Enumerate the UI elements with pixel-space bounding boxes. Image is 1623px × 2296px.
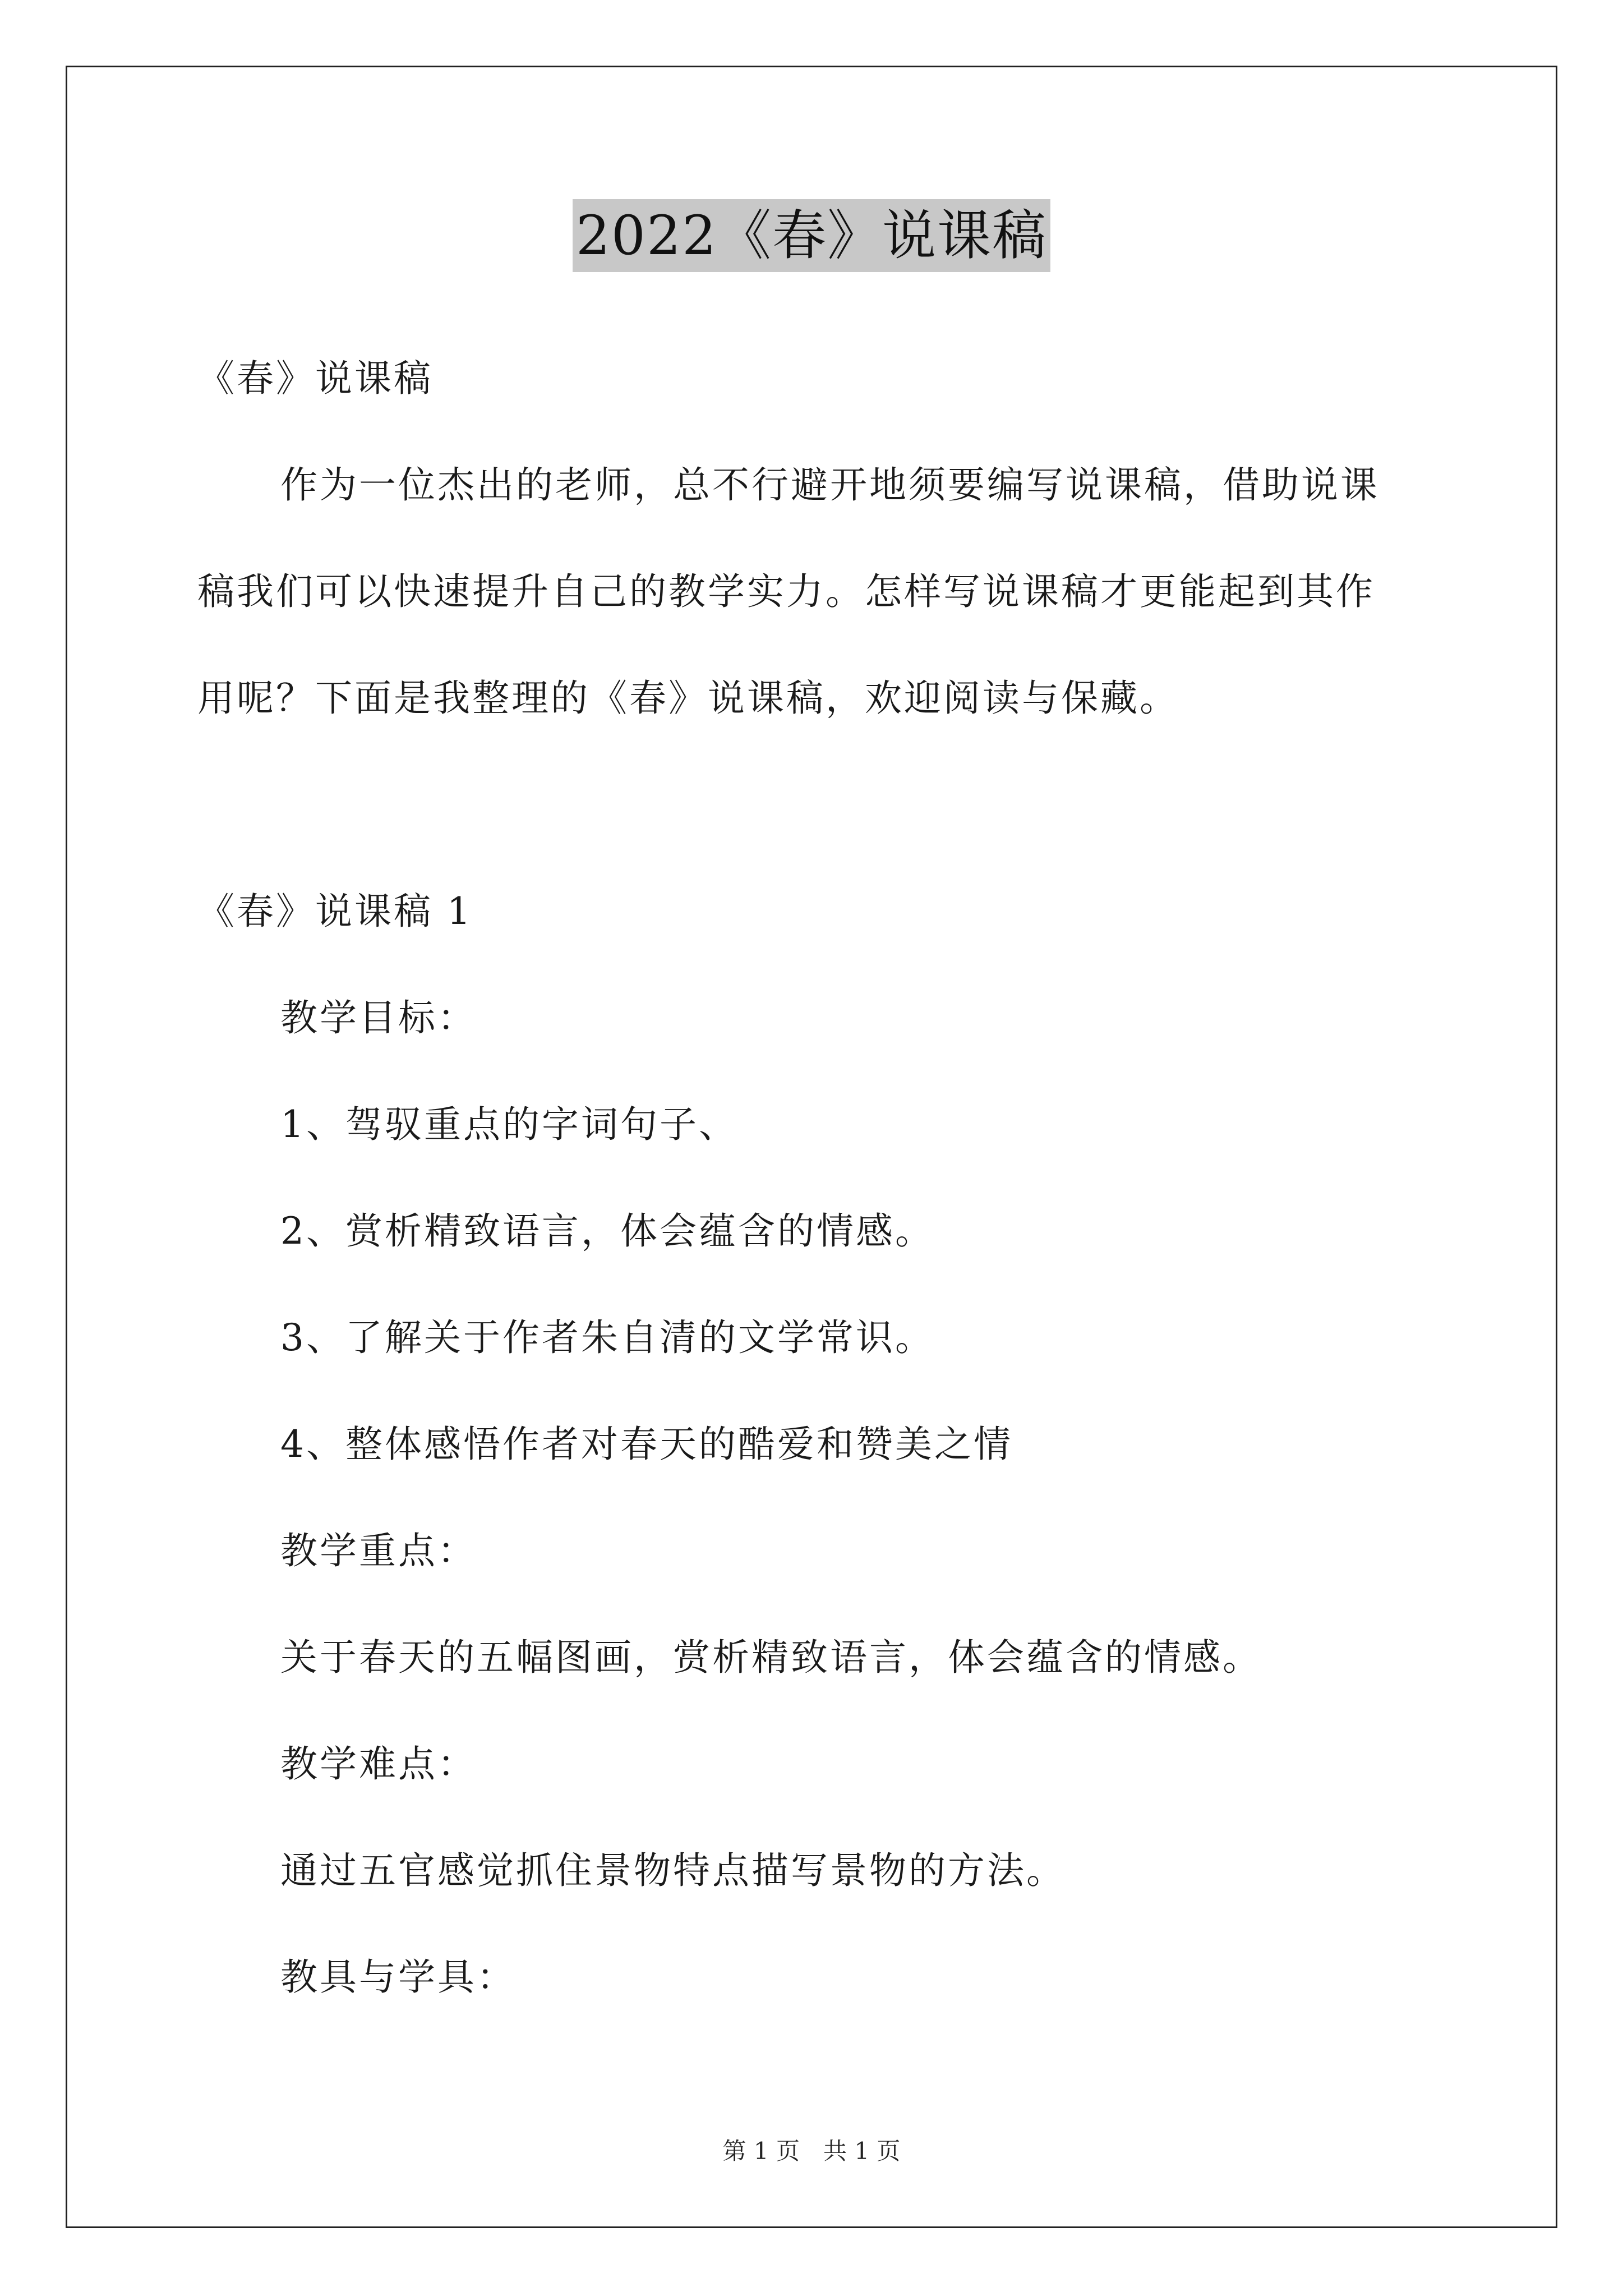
paragraph-line: 通过五官感觉抓住景物特点描写景物的方法。 [280, 1849, 1066, 1892]
paragraph-line: 教学目标： [280, 996, 477, 1039]
intro-line-2: 稿我们可以快速提升自己的教学实力。怎样写说课稿才更能起到其作 [197, 570, 1375, 613]
paragraph-line: 1、驾驭重点的字词句子、 [280, 1103, 738, 1146]
intro-line-3: 用呢？下面是我整理的《春》说课稿，欢迎阅读与保藏。 [197, 677, 1179, 720]
paragraph-line: 教学难点： [280, 1742, 477, 1786]
title-container [0, 199, 1623, 272]
paragraph-line: 关于春天的五幅图画，赏析精致语言，体会蕴含的情感。 [280, 1636, 1262, 1679]
section-heading: 《春》说课稿 1 [197, 890, 473, 933]
paragraph-line: 2、赏析精致语言，体会蕴含的情感。 [280, 1209, 934, 1253]
paragraph-line: 4、整体感悟作者对春天的酷爱和赞美之情 [280, 1423, 1013, 1466]
document-subtitle: 《春》说课稿 [197, 357, 433, 400]
intro-line-1: 作为一位杰出的老师，总不行避开地须要编写说课稿，借助说课 [280, 463, 1380, 507]
paragraph-line: 3、了解关于作者朱自清的文学常识。 [280, 1316, 934, 1359]
paragraph-line: 教具与学具： [280, 1955, 516, 1999]
paragraph-line: 教学重点： [280, 1529, 477, 1572]
page-footer: 第 1 页 共 1 页 [722, 2137, 901, 2165]
document-title: 2022《春》说课稿 [573, 199, 1050, 272]
